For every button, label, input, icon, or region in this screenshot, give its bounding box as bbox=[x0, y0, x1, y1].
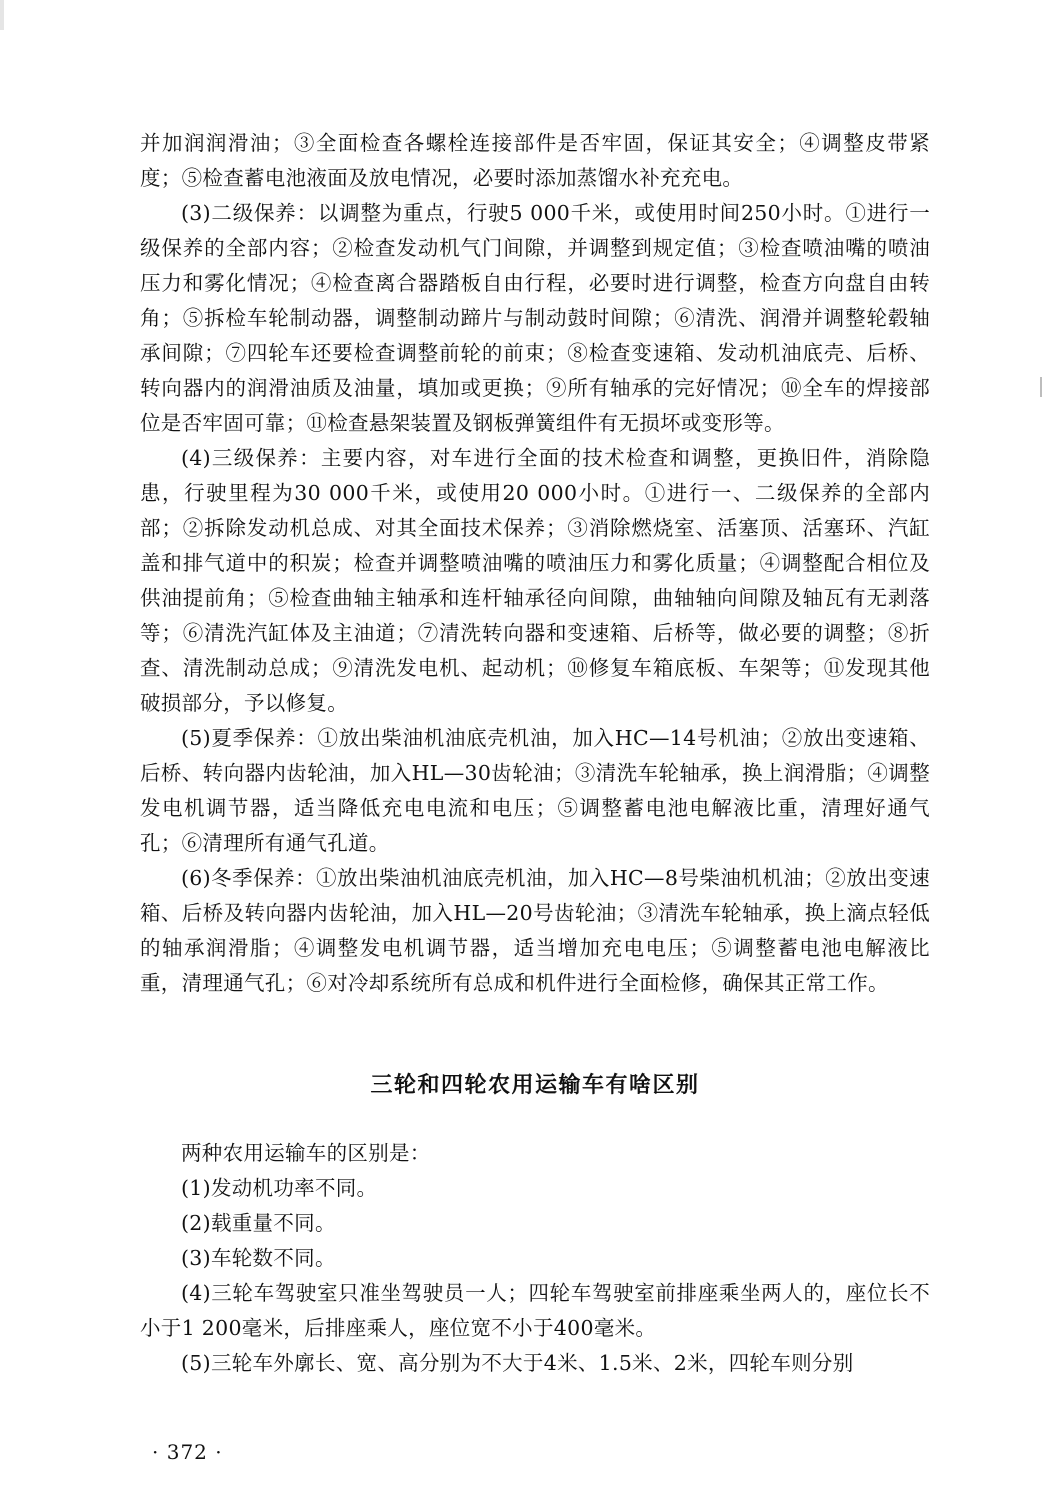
scan-edge-mark bbox=[0, 0, 4, 30]
scan-margin-mark bbox=[1040, 377, 1042, 397]
page-number: · 372 · bbox=[152, 1440, 223, 1464]
paragraph-1: 并加润润滑油；③全面检查各螺栓连接部件是否牢固，保证其安全；④调整皮带紧度；⑤检查蓄电池液面及放电情况，必要时添加蒸馏水补充充电。 bbox=[140, 131, 930, 190]
paragraph-9: (3)车轮数不同。 bbox=[181, 1246, 336, 1270]
body-text-upper bbox=[140, 126, 930, 1001]
body-text-lower bbox=[140, 1136, 930, 1381]
paragraph-5: (6)冬季保养：①放出柴油机油底壳机油，加入HC—8号柴油机机油；②放出变速箱、后桥及转向器内齿轮油，加入HL—20号齿轮油；③清洗车轮轴承，换上滴点轻低的轴承润滑脂；④调整发电机调节器，适当增加充电电压；⑤调整蓄电池电解液比重，清理通气孔；⑥对冷却系统所有总成和机件进行全面检修，确保其正常工作。 bbox=[140, 866, 930, 995]
paragraph-3: (4)三级保养：主要内容，对车进行全面的技术检查和调整，更换旧件，消除隐患，行驶里程为30 000千米，或使用20 000小时。①进行一、二级保养的全部内部；②拆除发动机总成、对其全面技术保养；③消除燃烧室、活塞顶、活塞环、汽缸盖和排气道中的积炭；检查并调整喷油嘴的喷油压力和雾化质量；④调整配合相位及供油提前角；⑤检查曲轴主轴承和连杆轴承径向间隙，曲轴轴向间隙及轴瓦有无剥落等；⑥清洗汽缸体及主油道；⑦清洗转向器和变速箱、后桥等，做必要的调整；⑧折查、清洗制动总成；⑨清洗发电机、起动机；⑩修复车箱底板、车架等；⑪发现其他破损部分，予以修复。 bbox=[140, 446, 930, 715]
paragraph-6: 两种农用运输车的区别是： bbox=[181, 1141, 431, 1165]
paragraph-10: (4)三轮车驾驶室只准坐驾驶员一人；四轮车驾驶室前排座乘坐两人的，座位长不小于1 200毫米，后排座乘人，座位宽不小于400毫米。 bbox=[140, 1281, 930, 1340]
paragraph-7: (1)发动机功率不同。 bbox=[181, 1176, 378, 1200]
paragraph-4: (5)夏季保养：①放出柴油机油底壳机油，加入HC—14号机油；②放出变速箱、后桥、转向器内齿轮油，加入HL—30齿轮油；③清洗车轮轴承，换上润滑脂；④调整发电机调节器，适当降低充电电流和电压；⑤调整蓄电池电解液比重，清理好通气孔；⑥清理所有通气孔道。 bbox=[140, 726, 930, 855]
paragraph-8: (2)载重量不同。 bbox=[181, 1211, 336, 1235]
paragraph-2: (3)二级保养：以调整为重点，行驶5 000千米，或使用时间250小时。①进行一级保养的全部内容；②检查发动机气门间隙，并调整到规定值；③检查喷油嘴的喷油压力和雾化情况；④检查离合器踏板自由行程，必要时进行调整，检查方向盘自由转角；⑤拆检车轮制动器，调整制动蹄片与制动鼓时间隙；⑥清洗、润滑并调整轮毂轴承间隙；⑦四轮车还要检查调整前轮的前束；⑧检查变速箱、发动机油底壳、后桥、转向器内的润滑油质及油量，填加或更换；⑨所有轴承的完好情况；⑩全车的焊接部位是否牢固可靠；⑪检查悬架装置及钢板弹簧组件有无损坏或变形等。 bbox=[140, 201, 930, 435]
paragraph-11: (5)三轮车外廓长、宽、高分别为不大于4米、1.5米、2米，四轮车则分别 bbox=[181, 1351, 854, 1375]
section-heading: 三轮和四轮农用运输车有啥区别 bbox=[370, 1073, 700, 1098]
